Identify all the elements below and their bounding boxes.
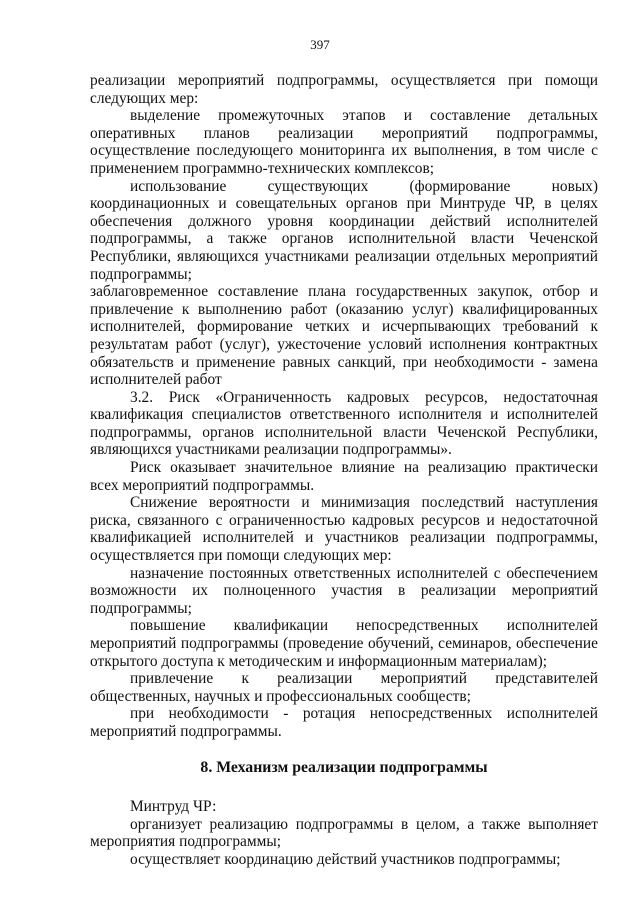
paragraph: при необходимости - ротация непосредственных исполнителей мероприятий подпрограммы. [90, 705, 598, 740]
paragraph: 3.2. Риск «Ограниченность кадровых ресурсов, недостаточная квалификация специалистов ответственного исполнителя и исполнителей подпрограммы, органов исполнительной власти Чеченской Республики, являющихся участниками реализации подпрограммы». [90, 388, 598, 459]
section-heading: 8. Механизм реализации подпрограммы [200, 758, 488, 776]
paragraph: заблаговременное составление плана государственных закупок, отбор и привлечение к выполнению работ (оказанию услуг) квалифицированных исполнителей, формирование четких и исчерпывающих требований к результатам работ (услуг), ужесточение условий исполнения контрактных обязательств и применение равных санкций, при необходимости - замена исполнителей работ [90, 283, 598, 389]
paragraph: выделение промежуточных этапов и составление детальных оперативных планов реализации мероприятий подпрограммы, осуществление последующего мониторинга их выполнения, в том числе с применением программно-технических комплексов; [90, 107, 598, 177]
paragraph: Риск оказывает значительное влияние на реализацию практически всех мероприятий подпрограммы. [90, 459, 598, 494]
paragraphs-after-heading [90, 798, 598, 868]
paragraph: назначение постоянных ответственных исполнителей с обеспечением возможности их полноценного участия в реализации мероприятий подпрограммы; [90, 564, 598, 617]
paragraph: осуществляет координацию действий участников подпрограммы; [130, 850, 561, 868]
paragraph: организует реализацию подпрограммы в целом, а также выполняет мероприятия подпрограммы; [90, 815, 598, 851]
paragraph: повышение квалификации непосредственных исполнителей мероприятий подпрограммы (проведение обучений, семинаров, обеспечение открытого доступа к методическим и информационным материалам); [90, 617, 598, 670]
paragraph: привлечение к реализации мероприятий представителей общественных, научных и профессиональных сообществ; [90, 670, 598, 705]
paragraph: использование существующих (формирование новых) координационных и совещательных органов при Минтруде ЧР, в целях обеспечения должного уровня координации действий исполнителей подпрограммы, а также органов исполнительной власти Чеченской Республики, являющихся участниками реализации отдельных мероприятий подпрограммы; [90, 177, 598, 283]
paragraphs-before-heading [90, 72, 598, 741]
paragraph: Минтруд ЧР: [130, 798, 217, 816]
paragraph: Снижение вероятности и минимизация последствий наступления риска, связанного с ограниченностью кадровых ресурсов и недостаточной квалификацией исполнителей и участников реализации подпрограммы, осуществляется при помощи следующих мер: [90, 494, 598, 565]
page-number: 397 [310, 37, 330, 52]
document-body [90, 72, 598, 869]
paragraph: реализации мероприятий подпрограммы, осуществляется при помощи следующих мер: [90, 72, 598, 107]
